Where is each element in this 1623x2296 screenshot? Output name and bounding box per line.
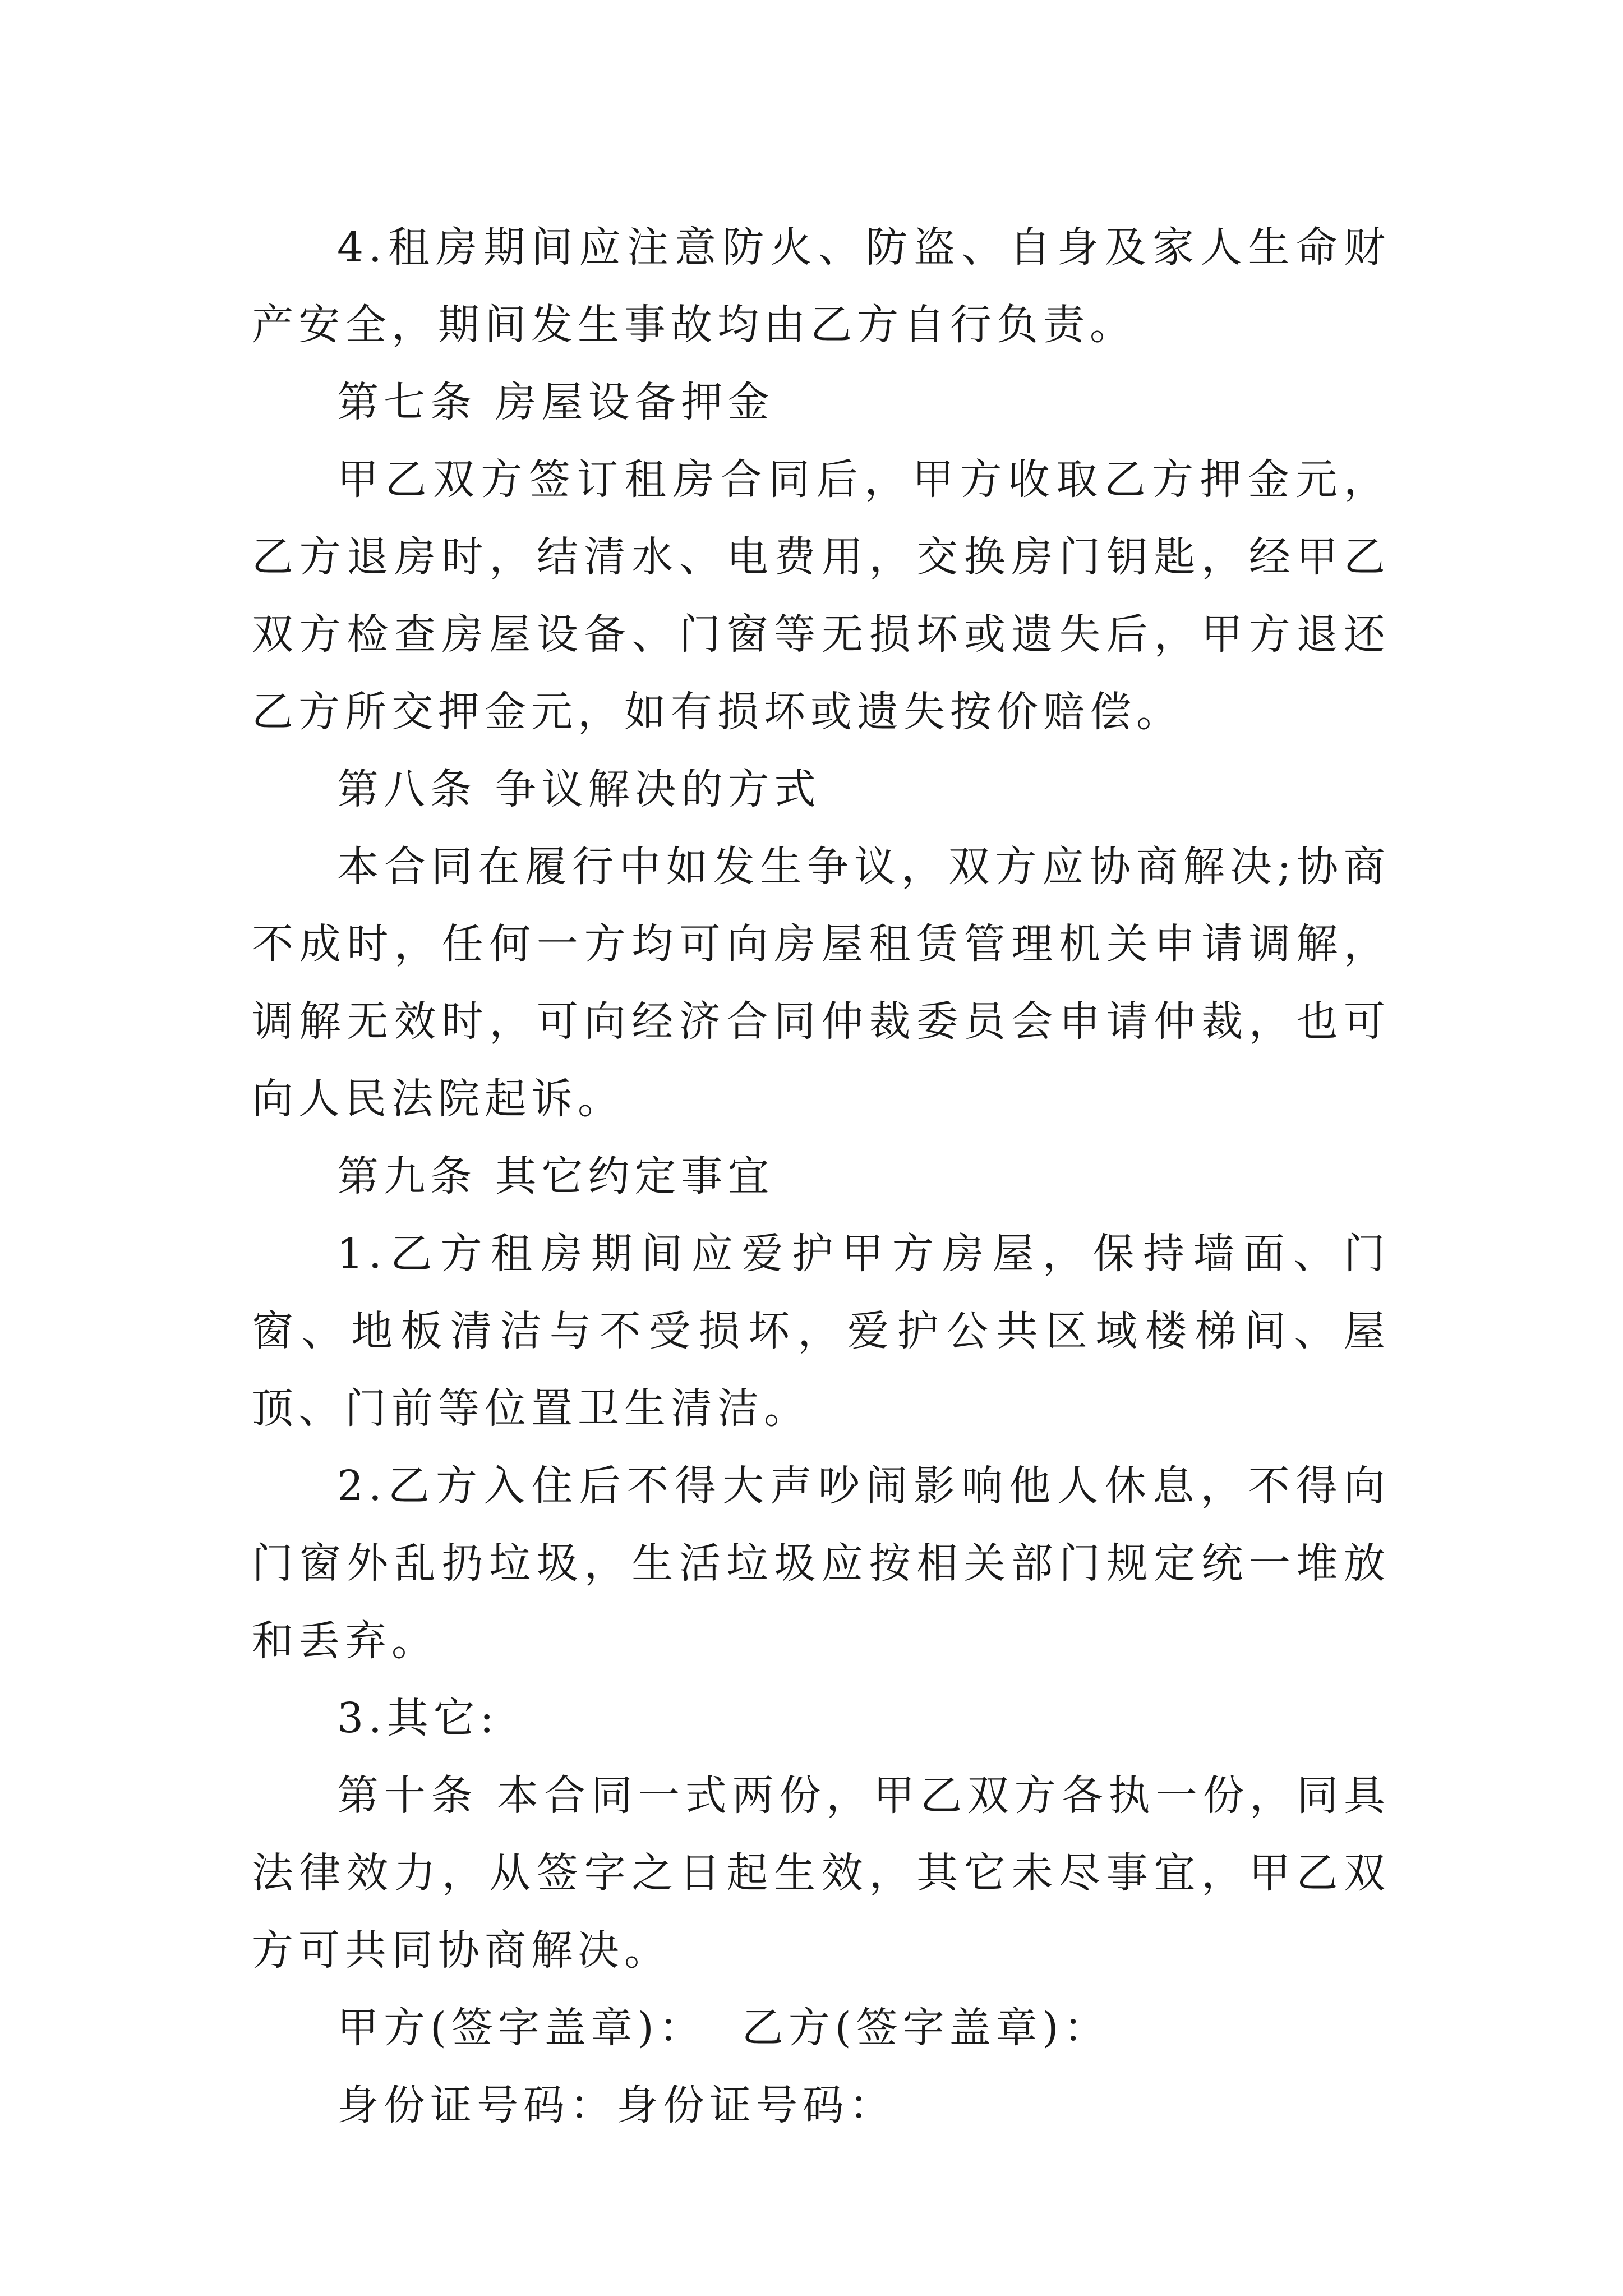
article-7-body: 甲乙双方签订租房合同后，甲方收取乙方押金元，乙方退房时，结清水、电费用，交换房门钥匙，经甲乙双方检查房屋设备、门窗等无损坏或遗失后，甲方退还乙方所交押金元，如有损坏或遗失按价赔偿。 [252, 455, 1390, 736]
article-9-heading: 第九条 其它约定事宜 [337, 1152, 774, 1200]
article-10-body: 第十条 本合同一式两份，甲乙双方各执一份，同具法律效力，从签字之日起生效，其它未尽事宜，甲乙双方可共同协商解决。 [252, 1772, 1390, 1975]
clause-item-4: 4.租房期间应注意防火、防盗、自身及家人生命财产安全，期间发生事故均由乙方自行负责。 [252, 223, 1390, 349]
article-8-body: 本合同在履行中如发生争议，双方应协商解决;协商不成时，任何一方均可向房屋租赁管理机关申请调解，调解无效时，可向经济合同仲裁委员会申请仲裁，也可向人民法院起诉。 [252, 843, 1390, 1123]
signature-line: 甲方(签字盖章)： 乙方(签字盖章)： [337, 2004, 1110, 2052]
article-9-item-1: 1.乙方租房期间应爱护甲方房屋，保持墙面、门窗、地板清洁与不受损坏，爱护公共区域楼梯间、屋顶、门前等位置卫生清洁。 [252, 1230, 1390, 1433]
article-8-heading: 第八条 争议解决的方式 [337, 765, 821, 813]
id-number-line: 身份证号码：身份证号码： [337, 2081, 896, 2129]
article-7-heading: 第七条 房屋设备押金 [337, 378, 774, 426]
contract-body [252, 209, 1390, 2144]
article-9-item-2: 2.乙方入住后不得大声吵闹影响他人休息，不得向门窗外乱扔垃圾，生活垃圾应按相关部门规定统一堆放和丢弃。 [252, 1462, 1390, 1665]
article-9-item-3: 3.其它: [337, 1694, 499, 1742]
